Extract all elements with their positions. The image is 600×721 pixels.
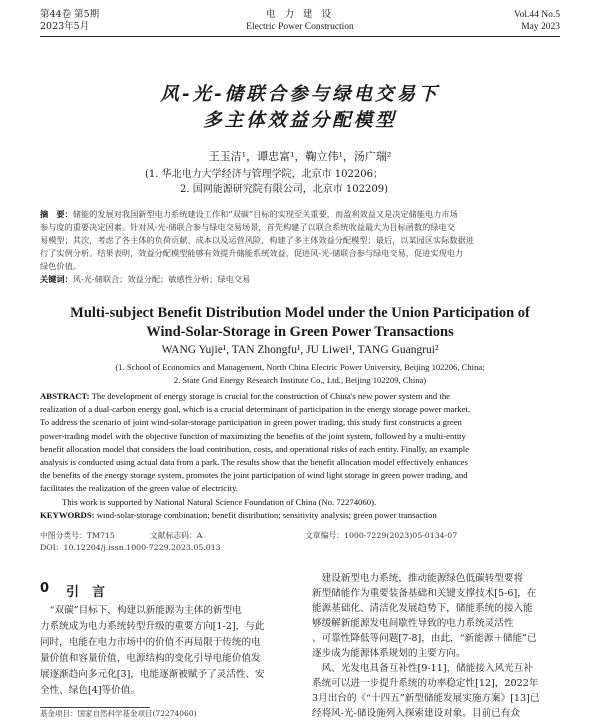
header-journal-en: Electric Power Construction (246, 22, 354, 32)
abstract-cn-line: 易模型；其次，考虑了各主体的负荷贡献、成本以及运营风险，构建了多主体效益分配模型；最后，以某园区实际数据进 (40, 235, 474, 245)
body-left-line: 展逐渐趋向多元化[3]，电能逐渐被赋予了灵活性、安 (40, 669, 265, 680)
keywords-cn-text: 风-光-储联合；效益分配；敏感性分析；绿电交易 (72, 274, 251, 284)
affiliation-en-2: 2. State Grid Energy Research Institute Co., Ltd., Beijing 102209, China) (173, 375, 427, 385)
article-number: 文章编号：1000-7229(2023)05-0134-07 (305, 531, 458, 540)
body-right-line: 经将风-光-储设施列入探索建设对象。目前已有众 (312, 708, 520, 719)
body-left-line: “双碳”目标下，构建以新能源为主体的新型电 (40, 605, 242, 616)
support-en: This work is supported by National Natural Science Foundation of China (No. 72274060). (62, 496, 377, 507)
body-right-line: 够缓解新能源发电间歇性导致的电力系统灵活性 (312, 618, 514, 629)
affiliation-cn-2: 2. 国网能源研究院有限公司，北京市 102209) (180, 184, 388, 195)
abstract-en-line: realization of a dual-carbon energy goal, which is a crucial determinant of participation in the energy storage power market. (40, 404, 471, 415)
body-right-line: 能源基础化、清洁化发展趋势下，储能系统的接入能 (312, 603, 533, 614)
abstract-en-line: To address the scenario of joint wind-solar-storage participation in green power trading, this study first constructs a green (40, 417, 462, 428)
header-date-cn: 2023年5月 (40, 21, 90, 32)
abstract-en-label: ABSTRACT: (40, 391, 90, 401)
keywords-en-label: KEYWORDS: (40, 509, 95, 520)
abstract-en-line: benefit allocation model that considers the load contribution, costs, and operational risks of each entity. Finally, an example (40, 443, 470, 454)
abstract-cn-line: 储能的发展对我国新型电力系统建设工作和“双碳”目标的实现至关重要，而盈利效益又是决定储能电力市场 (72, 209, 458, 219)
header-volume-en: Vol.44 No.5 (513, 10, 560, 20)
body-left-line: 全性、绿色[4]等价值。 (40, 685, 140, 696)
abstract-en-line: the benefits of the energy storage system, promotes the joint participation of wind light storage in green power trading, and (40, 470, 468, 481)
body-right-line: 建设新型电力系统，推动能源绿色低碳转型要将 (312, 573, 524, 584)
abstract-en-line: facilitates the realization of the green value of electricity. (40, 483, 238, 494)
abstract-en (40, 390, 560, 522)
abstract-cn (40, 208, 560, 286)
title-en-line1: Multi-subject Benefit Distribution Model under the Union Participation of (70, 305, 530, 321)
abstract-cn-line: 参与度的重要决定因素。针对风-光-储联合参与绿电交易场景，首先构建了以联合系统收益最大为目标函数的绿电交 (40, 222, 455, 232)
body-right-line: 系统可以进一步提升系统的功率稳定性[12]，2022年 (312, 678, 539, 689)
section-number: 0 (40, 581, 50, 596)
abstract-cn-line: 行了实例分析。结果表明，效益分配模型能够有效提升储能系统效益，促进风-光-储联合参与绿电交易，促进实现电力 (40, 248, 464, 258)
keywords-cn-label: 关键词： (40, 274, 73, 284)
document-code: 文献标志码：A (150, 531, 203, 540)
header-journal-cn: 电 力 建 设 (265, 9, 335, 20)
abstract-en-line: analysis is conducted using actual data from a park. The results show that the benefit allocation model effectively enhances (40, 457, 468, 468)
title-cn-line2: 多主体效益分配模型 (203, 110, 397, 131)
affiliation-cn-1: (1. 华北电力大学经济与管理学院，北京市 102206； (145, 169, 383, 180)
title-cn-line1: 风-光-储联合参与绿电交易下 (160, 84, 440, 105)
affiliation-en-1: (1. School of Economics and Management, North China Electric Power University, Beijing 102206, China; (115, 362, 485, 372)
keywords-en-text: wind-solar-storage combination; benefit distribution; sensitivity analysis; green power transaction (96, 509, 437, 520)
header-volume-cn: 第44卷 第5期 (40, 9, 100, 20)
authors-cn: 王玉洁¹，谭忠富¹，鞠立伟¹，汤广瑞² (208, 150, 392, 163)
body-left-column (40, 603, 288, 699)
body-right-line: 逐步成为能源体系规划的主要方向。 (312, 648, 466, 659)
body-right-line: 、可靠性降低等问题[7-8]，由此，“新能源＋储能”已 (312, 633, 537, 644)
header-date-en: May 2023 (521, 22, 560, 32)
body-right-line: 3月出台的《“十四五”新型储能发展实施方案》[13]已 (312, 693, 540, 704)
clc-number: 中图分类号：TM715 (40, 531, 115, 540)
body-right-line: 风、光发电具备互补性[9-11]，储能接入风光互补 (312, 663, 533, 674)
header-rule (40, 36, 560, 37)
body-left-line: 量价值和容量价值，电源结构的变化引导电能价值发 (40, 653, 261, 664)
abstract-cn-line: 绿色价值。 (40, 261, 81, 271)
doi: DOI：10.12204/j.issn.1000-7229.2023.05.013 (40, 543, 221, 552)
section-title: 引 言 (66, 585, 106, 600)
body-right-line: 新型储能作为重要装备基础和关键支撑技术[5-6]，在 (312, 588, 537, 599)
authors-en: WANG Yujie¹, TAN Zhongfu¹, JU Liwei¹, TANG Guangrui² (161, 344, 439, 356)
abstract-cn-label: 摘 要： (40, 209, 73, 219)
abstract-en-line: The development of energy storage is crucial for the construction of China's new power system and the (91, 391, 451, 401)
body-right-column (312, 571, 560, 721)
funding-footnote: 基金项目：国家自然科学基金项目(72274060) (40, 709, 197, 718)
abstract-en-line: power-trading model with the objective function of maximizing the benefits of the joint system, followed by a multi-entity (40, 430, 466, 441)
body-left-line: 力系统成为电力系统转型升级的重要方向[1-2]，与此 (40, 621, 265, 632)
body-left-line: 同时，电能在电力市场中的价值不再局限于传统的电 (40, 637, 261, 648)
title-en-line2: Wind-Solar-Storage in Green Power Transactions (146, 324, 454, 340)
